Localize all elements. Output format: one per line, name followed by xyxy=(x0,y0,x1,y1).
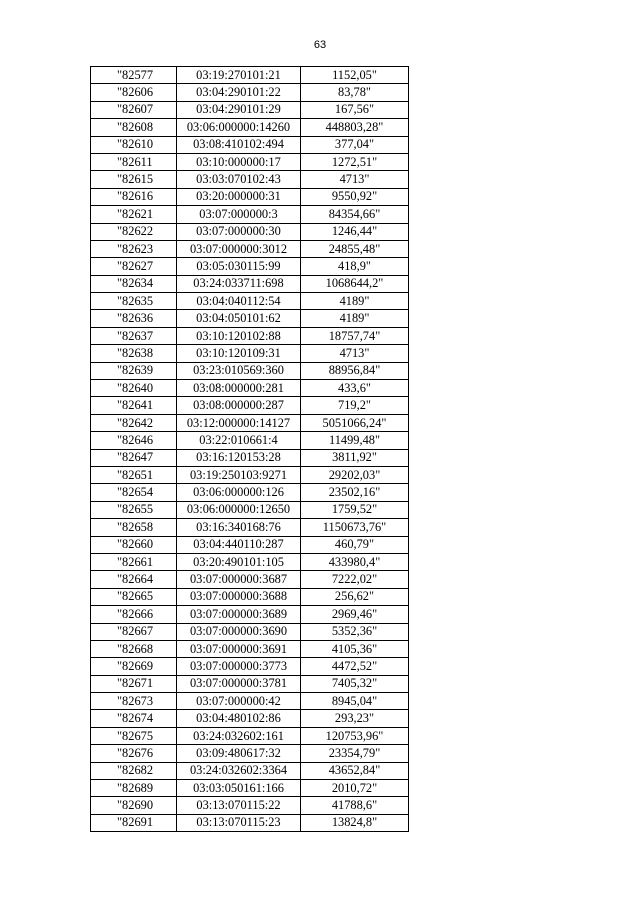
cadastral-number-cell: 03:07:000000:30 xyxy=(177,223,301,240)
value-cell: 2010,72" xyxy=(301,780,409,797)
value-cell: 4713" xyxy=(301,171,409,188)
value-cell: 18757,74" xyxy=(301,327,409,344)
cadastral-number-cell: 03:04:290101:22 xyxy=(177,84,301,101)
cadastral-number-cell: 03:20:000000:31 xyxy=(177,188,301,205)
value-cell: 88956,84" xyxy=(301,362,409,379)
cadastral-number-cell: 03:07:000000:3691 xyxy=(177,640,301,657)
cadastral-number-cell: 03:04:440110:287 xyxy=(177,536,301,553)
record-code-cell: "82691 xyxy=(91,814,177,831)
cadastral-number-cell: 03:16:340168:76 xyxy=(177,519,301,536)
record-code-cell: "82640 xyxy=(91,380,177,397)
record-code-cell: "82675 xyxy=(91,727,177,744)
table-row xyxy=(91,466,409,483)
table-row xyxy=(91,188,409,205)
cadastral-number-cell: 03:23:010569:360 xyxy=(177,362,301,379)
table-row xyxy=(91,119,409,136)
record-code-cell: "82655 xyxy=(91,501,177,518)
table-row xyxy=(91,136,409,153)
value-cell: 9550,92" xyxy=(301,188,409,205)
cadastral-number-cell: 03:07:000000:3781 xyxy=(177,675,301,692)
table-row xyxy=(91,275,409,292)
cadastral-number-cell: 03:08:410102:494 xyxy=(177,136,301,153)
value-cell: 377,04" xyxy=(301,136,409,153)
value-cell: 8945,04" xyxy=(301,693,409,710)
value-cell: 24855,48" xyxy=(301,240,409,257)
record-code-cell: "82651 xyxy=(91,466,177,483)
table-row xyxy=(91,623,409,640)
value-cell: 83,78" xyxy=(301,84,409,101)
record-code-cell: "82641 xyxy=(91,397,177,414)
record-code-cell: "82636 xyxy=(91,310,177,327)
record-code-cell: "82665 xyxy=(91,588,177,605)
table-row xyxy=(91,240,409,257)
table-row xyxy=(91,571,409,588)
table-row xyxy=(91,449,409,466)
record-code-cell: "82673 xyxy=(91,693,177,710)
cadastral-number-cell: 03:10:120109:31 xyxy=(177,345,301,362)
table-row xyxy=(91,223,409,240)
table-row xyxy=(91,606,409,623)
record-code-cell: "82621 xyxy=(91,206,177,223)
cadastral-number-cell: 03:04:290101:29 xyxy=(177,101,301,118)
value-cell: 4189" xyxy=(301,293,409,310)
cadastral-number-cell: 03:16:120153:28 xyxy=(177,449,301,466)
value-cell: 4713" xyxy=(301,345,409,362)
record-code-cell: "82674 xyxy=(91,710,177,727)
table-row xyxy=(91,675,409,692)
record-code-cell: "82623 xyxy=(91,240,177,257)
value-cell: 433980,4" xyxy=(301,553,409,570)
value-cell: 256,62" xyxy=(301,588,409,605)
cadastral-number-cell: 03:24:033711:698 xyxy=(177,275,301,292)
record-code-cell: "82654 xyxy=(91,484,177,501)
table-row xyxy=(91,327,409,344)
cadastral-number-cell: 03:07:000000:3690 xyxy=(177,623,301,640)
table-row xyxy=(91,727,409,744)
value-cell: 460,79" xyxy=(301,536,409,553)
value-cell: 29202,03" xyxy=(301,466,409,483)
cadastral-number-cell: 03:07:000000:3 xyxy=(177,206,301,223)
record-code-cell: "82606 xyxy=(91,84,177,101)
value-cell: 43652,84" xyxy=(301,762,409,779)
cadastral-number-cell: 03:13:070115:22 xyxy=(177,797,301,814)
value-cell: 11499,48" xyxy=(301,432,409,449)
table-row xyxy=(91,380,409,397)
record-code-cell: "82622 xyxy=(91,223,177,240)
cadastral-number-cell: 03:07:000000:3687 xyxy=(177,571,301,588)
record-code-cell: "82577 xyxy=(91,67,177,84)
records-table-body xyxy=(91,67,409,832)
cadastral-number-cell: 03:24:032602:3364 xyxy=(177,762,301,779)
record-code-cell: "82642 xyxy=(91,414,177,431)
cadastral-number-cell: 03:20:490101:105 xyxy=(177,553,301,570)
records-table xyxy=(90,66,409,832)
table-row xyxy=(91,710,409,727)
record-code-cell: "82666 xyxy=(91,606,177,623)
table-row xyxy=(91,693,409,710)
table-row xyxy=(91,153,409,170)
table-row xyxy=(91,258,409,275)
value-cell: 5051066,24" xyxy=(301,414,409,431)
value-cell: 84354,66" xyxy=(301,206,409,223)
cadastral-number-cell: 03:03:070102:43 xyxy=(177,171,301,188)
table-row xyxy=(91,67,409,84)
table-row xyxy=(91,484,409,501)
record-code-cell: "82610 xyxy=(91,136,177,153)
table-row xyxy=(91,553,409,570)
value-cell: 5352,36" xyxy=(301,623,409,640)
value-cell: 23354,79" xyxy=(301,745,409,762)
value-cell: 41788,6" xyxy=(301,797,409,814)
table-row xyxy=(91,588,409,605)
cadastral-number-cell: 03:19:270101:21 xyxy=(177,67,301,84)
cadastral-number-cell: 03:04:050101:62 xyxy=(177,310,301,327)
table-row xyxy=(91,640,409,657)
table-row xyxy=(91,780,409,797)
record-code-cell: "82611 xyxy=(91,153,177,170)
page-number: 63 xyxy=(313,39,327,51)
cadastral-number-cell: 03:22:010661:4 xyxy=(177,432,301,449)
cadastral-number-cell: 03:12:000000:14127 xyxy=(177,414,301,431)
table-row xyxy=(91,797,409,814)
table-row xyxy=(91,501,409,518)
record-code-cell: "82639 xyxy=(91,362,177,379)
cadastral-number-cell: 03:04:480102:86 xyxy=(177,710,301,727)
records-table-container xyxy=(90,66,409,832)
value-cell: 1150673,76" xyxy=(301,519,409,536)
value-cell: 3811,92" xyxy=(301,449,409,466)
cadastral-number-cell: 03:09:480617:32 xyxy=(177,745,301,762)
record-code-cell: "82690 xyxy=(91,797,177,814)
value-cell: 293,23" xyxy=(301,710,409,727)
value-cell: 13824,8" xyxy=(301,814,409,831)
value-cell: 418,9" xyxy=(301,258,409,275)
value-cell: 2969,46" xyxy=(301,606,409,623)
record-code-cell: "82664 xyxy=(91,571,177,588)
table-row xyxy=(91,658,409,675)
cadastral-number-cell: 03:07:000000:42 xyxy=(177,693,301,710)
cadastral-number-cell: 03:13:070115:23 xyxy=(177,814,301,831)
record-code-cell: "82669 xyxy=(91,658,177,675)
table-row xyxy=(91,293,409,310)
value-cell: 167,56" xyxy=(301,101,409,118)
cadastral-number-cell: 03:07:000000:3773 xyxy=(177,658,301,675)
value-cell: 7222,02" xyxy=(301,571,409,588)
cadastral-number-cell: 03:07:000000:3012 xyxy=(177,240,301,257)
table-row xyxy=(91,310,409,327)
record-code-cell: "82608 xyxy=(91,119,177,136)
record-code-cell: "82647 xyxy=(91,449,177,466)
cadastral-number-cell: 03:10:000000:17 xyxy=(177,153,301,170)
cadastral-number-cell: 03:08:000000:281 xyxy=(177,380,301,397)
cadastral-number-cell: 03:24:032602:161 xyxy=(177,727,301,744)
cadastral-number-cell: 03:03:050161:166 xyxy=(177,780,301,797)
record-code-cell: "82660 xyxy=(91,536,177,553)
table-row xyxy=(91,432,409,449)
value-cell: 433,6" xyxy=(301,380,409,397)
value-cell: 4105,36" xyxy=(301,640,409,657)
cadastral-number-cell: 03:19:250103:9271 xyxy=(177,466,301,483)
record-code-cell: "82638 xyxy=(91,345,177,362)
value-cell: 4472,52" xyxy=(301,658,409,675)
table-row xyxy=(91,397,409,414)
value-cell: 4189" xyxy=(301,310,409,327)
value-cell: 23502,16" xyxy=(301,484,409,501)
cadastral-number-cell: 03:05:030115:99 xyxy=(177,258,301,275)
value-cell: 448803,28" xyxy=(301,119,409,136)
cadastral-number-cell: 03:06:000000:126 xyxy=(177,484,301,501)
table-row xyxy=(91,762,409,779)
value-cell: 1246,44" xyxy=(301,223,409,240)
record-code-cell: "82615 xyxy=(91,171,177,188)
value-cell: 7405,32" xyxy=(301,675,409,692)
record-code-cell: "82616 xyxy=(91,188,177,205)
record-code-cell: "82689 xyxy=(91,780,177,797)
table-row xyxy=(91,84,409,101)
value-cell: 120753,96" xyxy=(301,727,409,744)
record-code-cell: "82682 xyxy=(91,762,177,779)
value-cell: 719,2" xyxy=(301,397,409,414)
value-cell: 1759,52" xyxy=(301,501,409,518)
record-code-cell: "82646 xyxy=(91,432,177,449)
record-code-cell: "82658 xyxy=(91,519,177,536)
record-code-cell: "82661 xyxy=(91,553,177,570)
table-row xyxy=(91,536,409,553)
record-code-cell: "82676 xyxy=(91,745,177,762)
cadastral-number-cell: 03:10:120102:88 xyxy=(177,327,301,344)
value-cell: 1272,51" xyxy=(301,153,409,170)
table-row xyxy=(91,814,409,831)
record-code-cell: "82607 xyxy=(91,101,177,118)
record-code-cell: "82667 xyxy=(91,623,177,640)
cadastral-number-cell: 03:08:000000:287 xyxy=(177,397,301,414)
record-code-cell: "82637 xyxy=(91,327,177,344)
record-code-cell: "82634 xyxy=(91,275,177,292)
cadastral-number-cell: 03:06:000000:14260 xyxy=(177,119,301,136)
table-row xyxy=(91,206,409,223)
value-cell: 1152,05" xyxy=(301,67,409,84)
cadastral-number-cell: 03:07:000000:3688 xyxy=(177,588,301,605)
table-row xyxy=(91,414,409,431)
table-row xyxy=(91,519,409,536)
table-row xyxy=(91,171,409,188)
table-row xyxy=(91,745,409,762)
record-code-cell: "82635 xyxy=(91,293,177,310)
record-code-cell: "82668 xyxy=(91,640,177,657)
table-row xyxy=(91,101,409,118)
record-code-cell: "82627 xyxy=(91,258,177,275)
cadastral-number-cell: 03:07:000000:3689 xyxy=(177,606,301,623)
table-row xyxy=(91,345,409,362)
cadastral-number-cell: 03:04:040112:54 xyxy=(177,293,301,310)
table-row xyxy=(91,362,409,379)
record-code-cell: "82671 xyxy=(91,675,177,692)
cadastral-number-cell: 03:06:000000:12650 xyxy=(177,501,301,518)
value-cell: 1068644,2" xyxy=(301,275,409,292)
